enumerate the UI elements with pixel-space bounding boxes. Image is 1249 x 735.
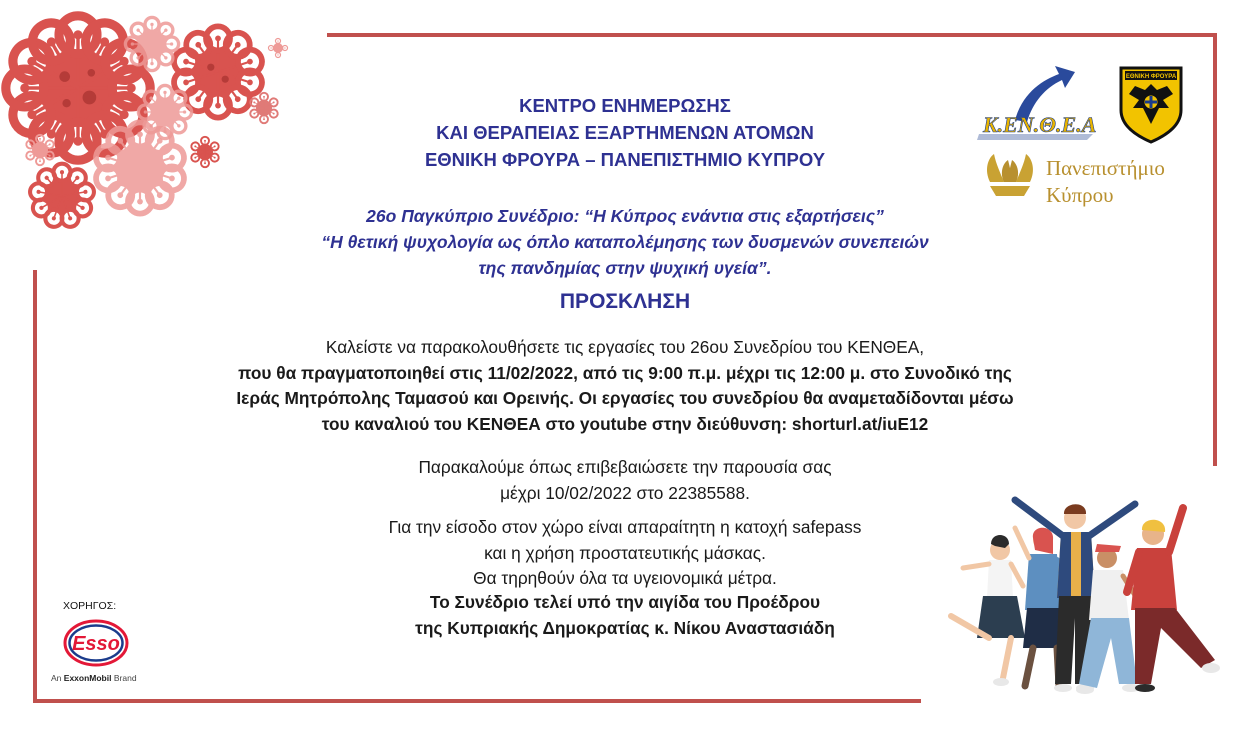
invitation-paragraph-1 bbox=[60, 335, 1190, 437]
organization-header bbox=[360, 92, 890, 173]
invitation-title: ΠΡΟΣΚΛΗΣΗ bbox=[559, 290, 691, 313]
virus-dot-icon bbox=[270, 40, 285, 55]
virus-left-dot-icon bbox=[29, 138, 51, 162]
university-of-cyprus-leaf-icon bbox=[982, 152, 1038, 206]
conference-line-2: “Η θετική ψυχολογία ως όπλο καταπολέμησης των δυσμενών συνεπειών bbox=[321, 232, 929, 252]
guard-emblem-text: ΕΘΝΙΚΗ ΦΡΟΥΡΑ bbox=[1125, 74, 1177, 80]
invitation-p1-line-3: Ιεράς Μητρόπολης Ταμασού και Ορεινής. Οι εργασίες του συνεδρίου θα αναμεταδίδονται μέσω bbox=[236, 388, 1014, 408]
rsvp-line-2: μέχρι 10/02/2022 στο 22385588. bbox=[500, 482, 750, 503]
header-line-3: ΕΘΝΙΚΗ ΦΡΟΥΡΑ – ΠΑΝΕΠΙΣΤΗΜΙΟ ΚΥΠΡΟΥ bbox=[424, 149, 826, 170]
sponsor-label: ΧΟΡΗΓΟΣ: bbox=[63, 600, 117, 612]
frame-bottom-border bbox=[33, 699, 921, 703]
rsvp-line-1: Παρακαλούμε όπως επιβεβαιώσετε την παρουσία σας bbox=[418, 457, 832, 477]
national-guard-emblem bbox=[1115, 64, 1187, 144]
tagline-suffix: Brand bbox=[113, 673, 137, 683]
patronage-paragraph bbox=[300, 590, 950, 641]
esso-logo bbox=[63, 618, 129, 668]
conference-title bbox=[210, 203, 1040, 281]
conference-line-1: 26ο Παγκύπριο Συνέδριο: “Η Κύπρος ενάντια στις εξαρτήσεις” bbox=[366, 206, 884, 226]
university-of-cyprus-name bbox=[1046, 155, 1165, 209]
patronage-line-1: Το Συνέδριο τελεί υπό την αιγίδα του Προέδρου bbox=[429, 592, 821, 612]
health-line-2: και η χρήση προστατευτικής μάσκας. bbox=[484, 542, 766, 563]
virus-tiny-right-icon bbox=[253, 96, 275, 120]
virus-tiny-icon bbox=[194, 140, 216, 164]
health-line-3: Θα τηρηθούν όλα τα υγειονομικά μέτρα. bbox=[473, 568, 777, 588]
conference-line-3: της πανδημίας στην ψυχική υγεία”. bbox=[478, 258, 772, 278]
university-line-2: Κύπρου bbox=[1046, 183, 1114, 207]
rsvp-paragraph bbox=[300, 455, 950, 506]
virus-pale-mid-icon bbox=[144, 91, 187, 134]
kentheas-logo bbox=[975, 62, 1100, 142]
frame-left-border bbox=[33, 270, 37, 703]
virus-pale-small-icon bbox=[131, 23, 174, 66]
invitation-p1-line-4: του καναλιού του ΚΕΝΘΕΑ στο youtube στην διεύθυνση: shorturl.at/iuE12 bbox=[321, 413, 929, 434]
tagline-brand: ExxonMobil bbox=[63, 673, 112, 683]
tagline-prefix: An bbox=[51, 673, 62, 683]
frame-top-border bbox=[327, 33, 1217, 37]
virus-pale-icon bbox=[104, 132, 175, 205]
esso-logo-text: Esso bbox=[72, 633, 120, 655]
virus-medium-icon bbox=[182, 36, 253, 109]
exxonmobil-tagline bbox=[51, 673, 137, 683]
patronage-line-2: της Κυπριακής Δημοκρατίας κ. Νίκου Αναστασιάδη bbox=[415, 617, 835, 638]
invitation-p1-line-1: Καλείστε να παρακολουθήσετε τις εργασίες του 26ου Συνεδρίου του ΚΕΝΘΕΑ, bbox=[325, 337, 925, 357]
health-measures-paragraph bbox=[280, 515, 970, 592]
header-line-1: ΚΕΝΤΡΟ ΕΝΗΜΕΡΩΣΗΣ bbox=[519, 95, 731, 116]
person-man-red-hoodie-icon bbox=[1127, 508, 1220, 692]
invitation-p1-line-2: που θα πραγματοποιηθεί στις 11/02/2022, από τις 9:00 π.μ. μέχρι τις 12:00 μ. στο Συνοδικό της bbox=[238, 362, 1012, 383]
header-line-2: ΚΑΙ ΘΕΡΑΠΕΙΑΣ ΕΞΑΡΤΗΜΕΝΩΝ ΑΤΟΜΩΝ bbox=[436, 122, 814, 143]
kentheas-logo-text: Κ.ΕΝ.Θ.Ε.Α bbox=[983, 112, 1097, 137]
health-line-1: Για την είσοδο στον χώρο είναι απαραίτητη η κατοχή safepass bbox=[388, 517, 862, 537]
person-woman-left-icon bbox=[951, 535, 1025, 686]
cheering-people-illustration bbox=[925, 488, 1235, 703]
virus-bottom-icon bbox=[36, 170, 88, 221]
university-line-1: Πανεπιστήμιο bbox=[1046, 156, 1165, 180]
frame-right-border bbox=[1213, 33, 1217, 466]
